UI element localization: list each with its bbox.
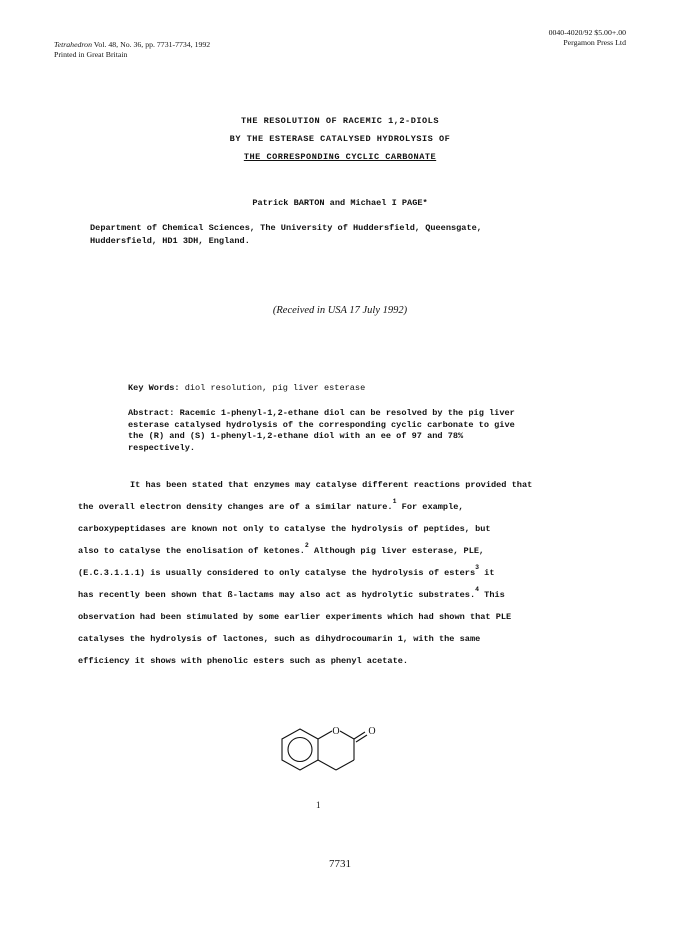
title-line-1: THE RESOLUTION OF RACEMIC 1,2-DIOLS	[241, 116, 439, 126]
bond	[336, 760, 354, 770]
printed-in: Printed in Great Britain	[54, 50, 128, 59]
reference-mark: 2	[304, 542, 309, 550]
received-date: (Received in USA 17 July 1992)	[272, 305, 408, 316]
bond	[318, 731, 332, 739]
body-line: efficiency it shows with phenolic esters such as phenyl acetate.	[78, 656, 409, 666]
affiliation-line-1: Department of Chemical Sciences, The University of Huddersfield, Queensgate,	[90, 223, 482, 233]
carbonyl-oxygen-label: O	[368, 726, 376, 737]
issn-price: 0040-4020/92 $5.00+.00	[548, 28, 626, 37]
body-line: carboxypeptidases are known not only to catalyse the hydrolysis of peptides, but	[78, 524, 491, 534]
reference-mark: 1	[392, 498, 397, 506]
running-header-right	[549, 28, 626, 48]
bond	[340, 731, 354, 739]
keywords-text: diol resolution, pig liver esterase	[179, 383, 366, 393]
page-number: 7731	[329, 858, 351, 870]
aromatic-circle	[288, 738, 312, 762]
citation-details: Vol. 48, No. 36, pp. 7731-7734, 1992	[91, 40, 211, 49]
body-paragraph	[78, 478, 600, 676]
affiliation	[90, 222, 610, 248]
journal-citation	[54, 40, 210, 50]
abstract	[128, 408, 598, 454]
keywords-label: Key Words:	[128, 383, 180, 393]
body-line: It has been stated that enzymes may catalyse different reactions provided that	[130, 480, 533, 490]
title-line-2: BY THE ESTERASE CATALYSED HYDROLYSIS OF	[229, 134, 451, 144]
title-line-3: THE CORRESPONDING CYCLIC CARBONATE	[243, 152, 437, 162]
abstract-line-1: Racemic 1-phenyl-1,2-ethane diol can be resolved by the pig liver	[174, 408, 515, 418]
compound-number: 1	[316, 800, 321, 810]
affiliation-line-2: Huddersfield, HD1 3DH, England.	[90, 236, 250, 246]
publisher: Pergamon Press Ltd	[563, 38, 626, 47]
journal-name: Tetrahedron	[54, 40, 92, 49]
reference-mark: 3	[475, 564, 480, 572]
running-header-left	[54, 40, 210, 60]
reference-mark: 4	[475, 586, 480, 594]
bond	[318, 760, 336, 770]
abstract-line-4: respectively.	[128, 442, 196, 453]
abstract-label: Abstract:	[128, 408, 175, 418]
ring-oxygen-label: O	[332, 726, 340, 737]
keywords	[128, 383, 365, 393]
abstract-line-3: the (R) and (S) 1-phenyl-1,2-ethane diol with an ee of 97 and 78%	[128, 431, 464, 441]
body-line: observation had been stimulated by some earlier experiments which had shown that PLE	[78, 612, 512, 622]
benzene-ring	[282, 729, 318, 770]
body-line: (E.C.3.1.1.1) is usually considered to only catalyse the hydrolysis of esters$^3$ it	[78, 564, 495, 578]
body-line: also to catalyse the enolisation of ketones.$^2$ Although pig liver esterase, PLE,	[78, 542, 485, 556]
body-line: catalyses the hydrolysis of lactones, such as dihydrocoumarin 1, with the same	[78, 634, 481, 644]
authors: Patrick BARTON and Michael I PAGE*	[252, 198, 428, 208]
body-line: has recently been shown that ß-lactams may also act as hydrolytic substrates.$^4$ This	[78, 586, 505, 600]
body-line: the overall electron density changes are of a similar nature.$^1$ For example,	[78, 498, 464, 512]
dihydrocoumarin-structure	[262, 722, 382, 792]
abstract-line-2: esterase catalysed hydrolysis of the corresponding cyclic carbonate to give	[128, 419, 515, 430]
